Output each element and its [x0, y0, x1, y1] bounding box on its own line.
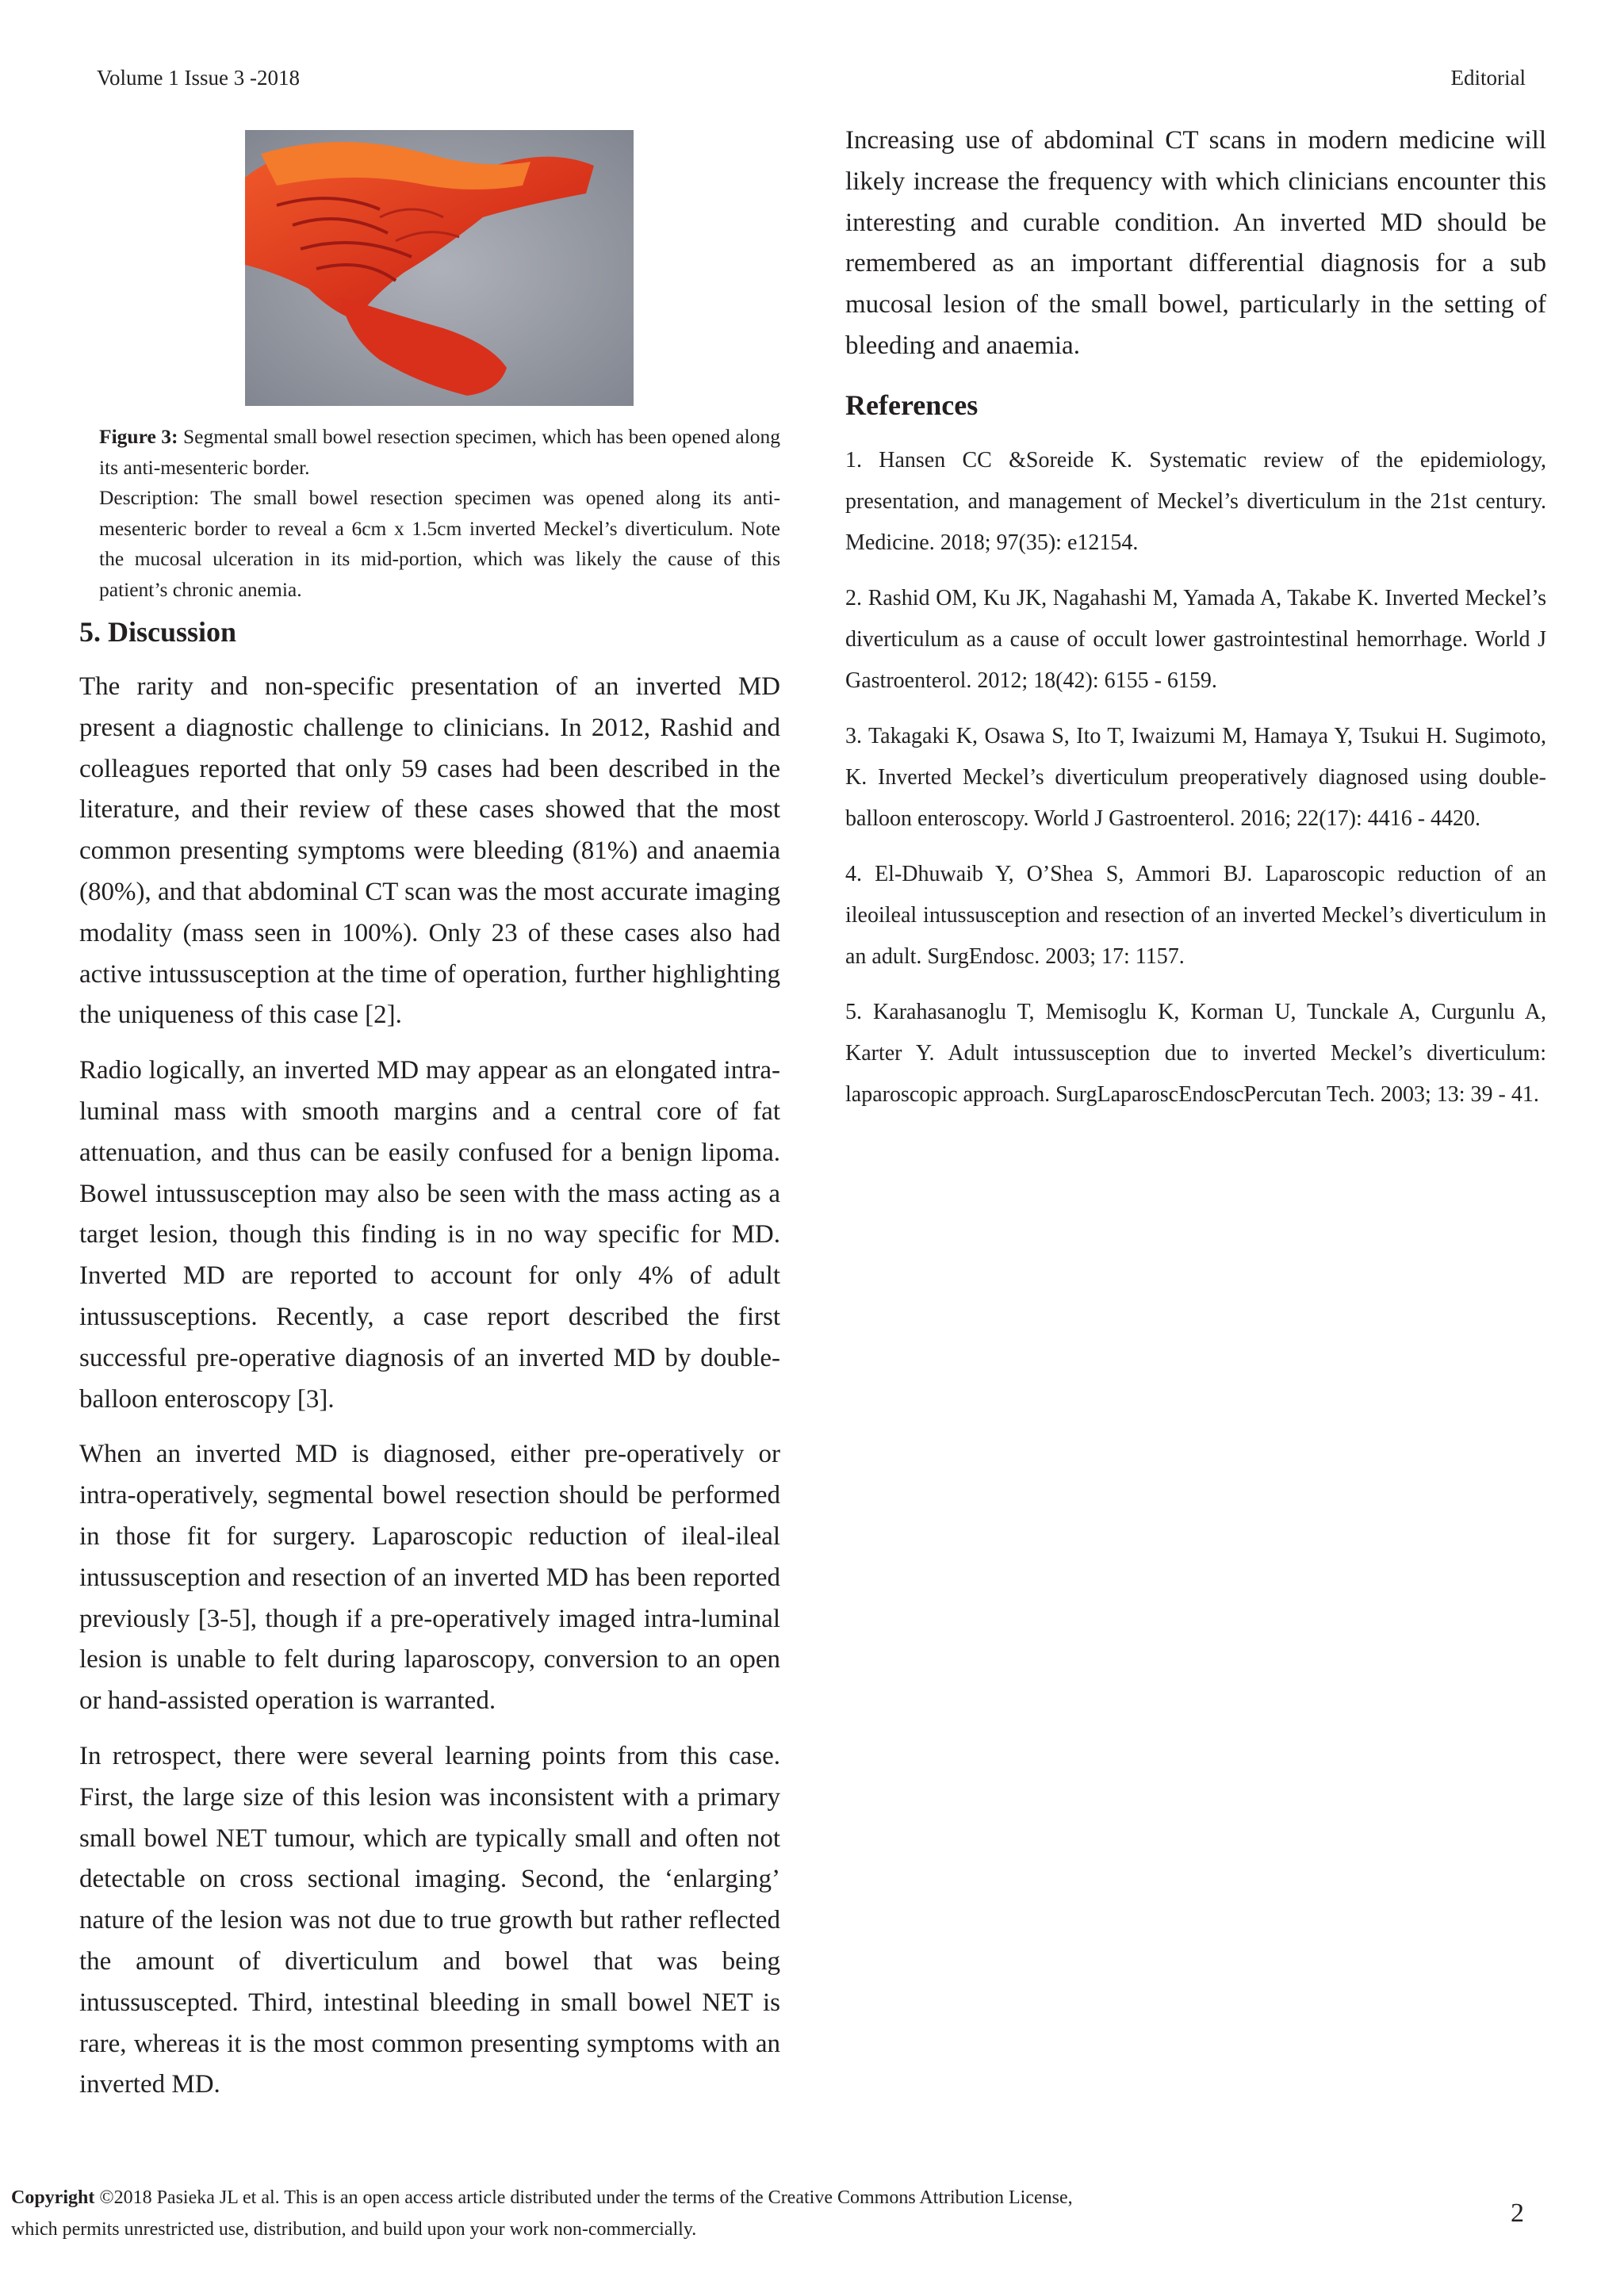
figure-caption: [79, 422, 780, 605]
figure-description: Description: The small bowel resection specimen was opened along its anti-mesenteric border to reveal a 6cm x 1.5cm inverted Meckel’s diverticulum. Note the mucosal ulceration in its mid-portion, which was likely the cause of this patient’s chronic anemia.: [99, 486, 780, 601]
reference-item: 1. Hansen CC &Soreide K. Systematic review of the epidemiology, presentation, and management of Meckel’s diverticulum in the 21st century. Medicine. 2018; 97(35): e12154.: [845, 447, 1546, 555]
journal-issue-header: Volume 1 Issue 3 -2018: [97, 66, 300, 90]
reference-item: 2. Rashid OM, Ku JK, Nagahashi M, Yamada A, Takabe K. Inverted Meckel’s diverticulum as a cause of occult lower gastrointestinal hemorrhage. World J Gastroenterol. 2012; 18(42): 6155 - 6159.: [845, 585, 1546, 693]
bowel-specimen-photo-icon: [245, 130, 634, 406]
reference-item: 4. El-Dhuwaib Y, O’Shea S, Ammori BJ. Laparoscopic reduction of an ileoileal intussusception and resection of an inverted Meckel’s diverticulum in an adult. SurgEndosc. 2003; 17: 1157.: [845, 861, 1546, 969]
discussion-paragraph: When an inverted MD is diagnosed, either pre-operatively or intra-operatively, segmental bowel resection should be performed in those fit for surgery. Laparoscopic reduction of ileal-ileal intussusception and resection of an inverted MD has been reported previously [3-5], though if a pre-operatively imaged intra-luminal lesion is unable to felt during laparoscopy, conversion to an open or hand-assisted operation is warranted.: [79, 1440, 780, 1716]
copyright-footer: [11, 2182, 1121, 2245]
discussion-paragraph: In retrospect, there were several learning points from this case. First, the large size of this lesion was inconsistent with a primary small bowel NET tumour, which are typically small and often not detectable on cross sectional imaging. Second, the ‘enlarging’ nature of the lesion was not due to true growth but rather reflected the amount of diverticulum and bowel that was being intussuscepted. Third, intestinal bleeding in small bowel NET is rare, whereas it is the most common presenting symptoms with an inverted MD.: [79, 1741, 780, 2099]
conclusion-paragraph: Increasing use of abdominal CT scans in modern medicine will likely increase the frequency with which clinicians encounter this interesting and curable condition. An inverted MD should be remembered as an important differential diagnosis for a sub mucosal lesion of the small bowel, particularly in the setting of bleeding and anaemia.: [845, 126, 1546, 360]
article-type-header: Editorial: [1450, 66, 1526, 90]
figure-label: Figure 3:: [99, 425, 178, 448]
copyright-label: Copyright: [11, 2187, 95, 2208]
left-column: [79, 130, 780, 2120]
page-number: 2: [1511, 2198, 1524, 2228]
copyright-text: ©2018 Pasieka JL et al. This is an open access article distributed under the terms of the Creative Commons Attribution License, which permits unrestricted use, distribution, and build upon your work non-commercially.: [11, 2187, 1073, 2240]
discussion-heading: 5. Discussion: [79, 616, 237, 648]
figure-caption-text: Segmental small bowel resection specimen, which has been opened along its anti-mesenteric border.: [99, 425, 780, 479]
reference-item: 3. Takagaki K, Osawa S, Ito T, Iwaizumi M, Hamaya Y, Tsukui H. Sugimoto, K. Inverted Meckel’s diverticulum preoperatively diagnosed using double-balloon enteroscopy. World J Gastroenterol. 2016; 22(17): 4416 - 4420.: [845, 723, 1546, 831]
discussion-paragraph: The rarity and non-specific presentation of an inverted MD present a diagnostic challenge to clinicians. In 2012, Rashid and colleagues reported that only 59 cases had been described in the literature, and their review of these cases showed that the most common presenting symptoms were bleeding (81%) and anaemia (80%), and that abdominal CT scan was the most accurate imaging modality (mass seen in 100%). Only 23 of these cases also had active intussusception at the time of operation, further highlighting the uniqueness of this case [2].: [79, 672, 780, 1030]
right-column: [845, 121, 1546, 1130]
discussion-paragraph: Radio logically, an inverted MD may appear as an elongated intra-luminal mass with smooth margins and a central core of fat attenuation, and thus can be easily confused for a benign lipoma. Bowel intussusception may also be seen with the mass acting as a target lesion, though this finding is in no way specific for MD. Inverted MD are reported to account for only 4% of adult intussusceptions. Recently, a case report described the first successful pre-operative diagnosis of an inverted MD by double-balloon enteroscopy [3].: [79, 1056, 780, 1414]
references-heading: References: [845, 388, 979, 421]
reference-item: 5. Karahasanoglu T, Memisoglu K, Korman U, Tunckale A, Curgunlu A, Karter Y. Adult intussusception due to inverted Meckel’s diverticulum: laparoscopic approach. SurgLaparoscEndoscPercutan Tech. 2003; 13: 39 - 41.: [845, 999, 1546, 1107]
